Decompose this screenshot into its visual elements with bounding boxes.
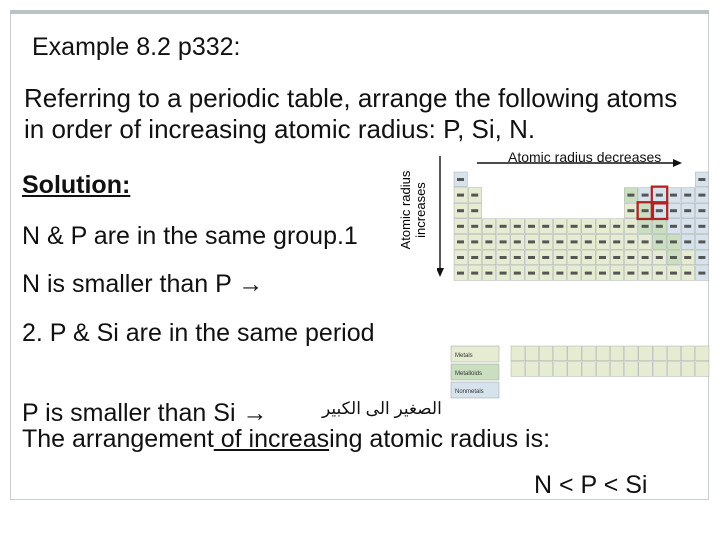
legend-label: Metalloids — [455, 371, 483, 377]
solution-line-4: P is smaller than Si → — [22, 399, 268, 427]
element-symbol-mark — [556, 240, 563, 243]
element-symbol-mark — [500, 272, 507, 275]
element-symbol-mark — [485, 256, 492, 259]
element-symbol-mark — [698, 194, 705, 197]
solution-line-2: N is smaller than P → — [22, 270, 264, 298]
vertical-arrow-head — [437, 268, 444, 277]
element-symbol-mark — [571, 225, 578, 228]
f-block-cell — [681, 346, 694, 361]
element-symbol-mark — [613, 272, 620, 275]
element-symbol-mark — [627, 256, 634, 259]
element-symbol-mark — [471, 225, 478, 228]
element-symbol-mark — [599, 240, 606, 243]
element-symbol-mark — [514, 272, 521, 275]
f-block-cell — [625, 346, 638, 361]
solution-line-1: N & P are in the same group.1 — [22, 222, 358, 250]
problem-prompt: Referring to a periodic table, arrange the following atoms in order of increasing atomic radius: P, Si, N. — [24, 83, 678, 144]
element-symbol-mark — [627, 209, 634, 212]
f-block-cell — [554, 346, 567, 361]
element-symbol-mark — [642, 240, 649, 243]
f-block-cell — [653, 346, 666, 361]
element-symbol-mark — [457, 178, 464, 181]
element-symbol-mark — [627, 225, 634, 228]
frame-top-band — [10, 10, 709, 14]
element-symbol-mark — [656, 272, 663, 275]
atomic-radius-decreases-label: Atomic radius decreases — [508, 149, 662, 165]
element-symbol-mark — [457, 209, 464, 212]
f-block-cell — [696, 346, 709, 361]
horizontal-arrow-head — [673, 159, 682, 167]
element-symbol-mark — [698, 225, 705, 228]
element-symbol-mark — [500, 256, 507, 259]
element-symbol-mark — [684, 209, 691, 212]
element-symbol-mark — [656, 256, 663, 259]
element-symbol-mark — [556, 272, 563, 275]
f-block-cell — [525, 362, 538, 377]
element-symbol-mark — [656, 240, 663, 243]
element-symbol-mark — [471, 194, 478, 197]
element-symbol-mark — [542, 225, 549, 228]
element-symbol-mark — [585, 225, 592, 228]
f-block-cell — [610, 346, 623, 361]
f-block-cell — [653, 362, 666, 377]
element-symbol-mark — [528, 272, 535, 275]
element-symbol-mark — [670, 240, 677, 243]
element-symbol-mark — [471, 209, 478, 212]
element-symbol-mark — [684, 240, 691, 243]
element-symbol-mark — [571, 272, 578, 275]
element-symbol-mark — [670, 209, 677, 212]
element-symbol-mark — [457, 194, 464, 197]
element-symbol-mark — [542, 240, 549, 243]
element-symbol-mark — [585, 240, 592, 243]
element-symbol-mark — [698, 256, 705, 259]
f-block-cell — [681, 362, 694, 377]
f-block-cell — [554, 362, 567, 377]
element-symbol-mark — [514, 225, 521, 228]
element-symbol-mark — [542, 256, 549, 259]
element-symbol-mark — [457, 256, 464, 259]
solution-heading: Solution: — [22, 171, 131, 199]
f-block-cell — [596, 362, 609, 377]
element-symbol-mark — [514, 240, 521, 243]
element-symbol-mark — [514, 256, 521, 259]
periodic-table-cells — [454, 172, 709, 376]
element-symbol-mark — [698, 178, 705, 181]
f-block-cell — [696, 362, 709, 377]
element-symbol-mark — [670, 272, 677, 275]
element-symbol-mark — [585, 272, 592, 275]
element-symbol-mark — [571, 256, 578, 259]
element-symbol-mark — [613, 240, 620, 243]
element-symbol-mark — [471, 240, 478, 243]
element-symbol-mark — [670, 225, 677, 228]
element-symbol-mark — [528, 225, 535, 228]
arrangement-prefix: The arrangement — [22, 425, 214, 453]
element-symbol-mark — [599, 256, 606, 259]
f-block-cell — [639, 346, 652, 361]
f-block-cell — [539, 362, 552, 377]
element-symbol-mark — [471, 272, 478, 275]
arrangement-suffix: ing atomic radius is: — [329, 425, 551, 453]
arrangement-sentence — [22, 425, 550, 454]
legend-label: Metals — [455, 353, 473, 359]
element-symbol-mark — [627, 194, 634, 197]
element-symbol-mark — [642, 272, 649, 275]
f-block-cell — [582, 362, 595, 377]
element-symbol-mark — [656, 225, 663, 228]
element-symbol-mark — [656, 209, 663, 212]
element-symbol-mark — [599, 225, 606, 228]
element-symbol-mark — [485, 225, 492, 228]
result-order: N < P < Si — [534, 471, 648, 499]
f-block-cell — [568, 346, 581, 361]
f-block-cell — [625, 362, 638, 377]
element-symbol-mark — [457, 240, 464, 243]
element-symbol-mark — [670, 256, 677, 259]
element-symbol-mark — [457, 225, 464, 228]
element-symbol-mark — [642, 209, 649, 212]
element-symbol-mark — [528, 240, 535, 243]
f-block-cell — [525, 346, 538, 361]
element-symbol-mark — [542, 272, 549, 275]
f-block-cell — [610, 362, 623, 377]
element-symbol-mark — [684, 225, 691, 228]
f-block-cell — [511, 346, 524, 361]
slide-title: Example 8.2 p332: — [32, 33, 241, 61]
element-symbol-mark — [613, 256, 620, 259]
element-symbol-mark — [599, 272, 606, 275]
element-symbol-mark — [684, 256, 691, 259]
element-symbol-mark — [656, 194, 663, 197]
vertical-label-line-2: increases — [413, 182, 428, 238]
arabic-note: الصغير الى الكبير — [322, 399, 442, 418]
f-block-cell — [568, 362, 581, 377]
f-block-cell — [596, 346, 609, 361]
element-symbol-mark — [642, 225, 649, 228]
vertical-label-line-1: Atomic radius — [398, 170, 413, 250]
element-symbol-mark — [627, 240, 634, 243]
element-symbol-mark — [528, 256, 535, 259]
element-symbol-mark — [613, 225, 620, 228]
atomic-radius-increases-label — [396, 155, 440, 267]
element-symbol-mark — [642, 194, 649, 197]
f-block-cell — [667, 346, 680, 361]
solution-line-3: 2. P & Si are in the same period — [22, 319, 375, 347]
f-block-cell — [639, 362, 652, 377]
element-symbol-mark — [670, 194, 677, 197]
element-symbol-mark — [698, 272, 705, 275]
f-block-cell — [539, 346, 552, 361]
element-symbol-mark — [642, 256, 649, 259]
f-block-cell — [511, 362, 524, 377]
periodic-table-legend — [451, 346, 499, 398]
element-symbol-mark — [684, 272, 691, 275]
element-symbol-mark — [556, 225, 563, 228]
legend-label: Nonmetals — [455, 389, 484, 395]
arrangement-underlined: of increas — [213, 425, 330, 453]
element-symbol-mark — [627, 272, 634, 275]
element-symbol-mark — [471, 256, 478, 259]
element-symbol-mark — [500, 240, 507, 243]
element-symbol-mark — [571, 240, 578, 243]
element-symbol-mark — [585, 256, 592, 259]
element-symbol-mark — [485, 240, 492, 243]
element-symbol-mark — [698, 209, 705, 212]
periodic-table-image — [437, 146, 720, 410]
element-symbol-mark — [698, 240, 705, 243]
element-symbol-mark — [500, 225, 507, 228]
f-block-cell — [667, 362, 680, 377]
element-symbol-mark — [556, 256, 563, 259]
element-symbol-mark — [485, 272, 492, 275]
f-block-cell — [582, 346, 595, 361]
element-symbol-mark — [457, 272, 464, 275]
element-symbol-mark — [684, 194, 691, 197]
